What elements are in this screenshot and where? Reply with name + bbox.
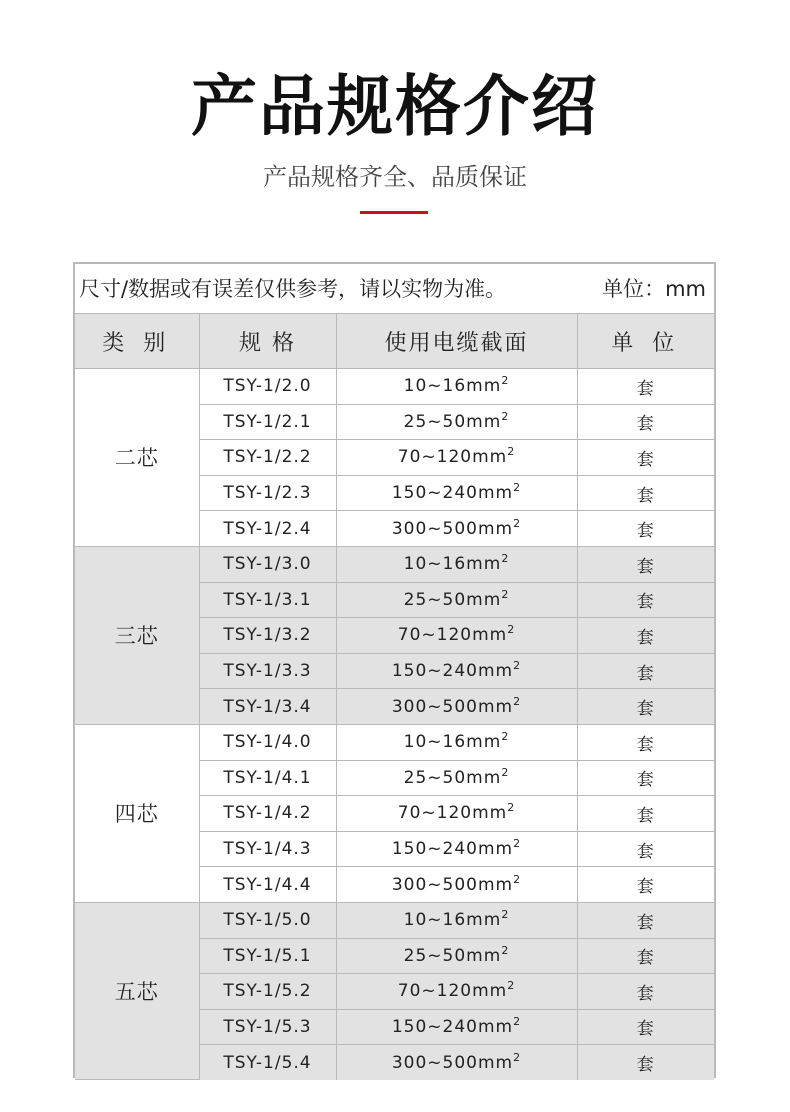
cable-section-cell	[336, 440, 577, 476]
squared-superscript: 2	[507, 801, 516, 815]
cable-section-cell	[336, 653, 577, 689]
cable-section-value: 70~120mm	[397, 981, 508, 1002]
spec-cell: TSY-1/3.1	[199, 582, 336, 618]
cable-section-value: 70~120mm	[397, 803, 508, 824]
cable-section-cell	[336, 796, 577, 832]
category-cell: 五芯	[75, 902, 199, 1079]
squared-superscript: 2	[513, 516, 522, 530]
cable-section-value: 25~50mm	[403, 945, 502, 966]
unit-cell: 套	[577, 760, 714, 796]
cable-section-value: 25~50mm	[403, 589, 502, 610]
note-unit: 单位：mm	[602, 277, 706, 301]
table-row	[75, 546, 714, 582]
cable-section-value: 150~240mm	[391, 839, 514, 860]
spec-cell: TSY-1/5.3	[199, 1009, 336, 1045]
squared-superscript: 2	[507, 445, 516, 459]
unit-cell: 套	[577, 618, 714, 654]
unit-cell: 套	[577, 689, 714, 725]
squared-superscript: 2	[501, 730, 510, 744]
squared-superscript: 2	[513, 659, 522, 673]
spec-cell: TSY-1/2.4	[199, 511, 336, 547]
cable-section-value: 300~500mm	[391, 696, 514, 717]
header-unit: 单 位	[577, 314, 714, 369]
cable-section-cell	[336, 938, 577, 974]
spec-cell: TSY-1/4.4	[199, 867, 336, 903]
cable-section-cell	[336, 618, 577, 654]
cable-section-value: 150~240mm	[391, 483, 514, 504]
squared-superscript: 2	[513, 694, 522, 708]
title-accent-line	[360, 211, 428, 214]
cable-section-value: 150~240mm	[391, 1016, 514, 1037]
spec-cell: TSY-1/4.2	[199, 796, 336, 832]
cable-section-cell	[336, 511, 577, 547]
spec-cell: TSY-1/4.0	[199, 724, 336, 760]
spec-cell: TSY-1/2.3	[199, 475, 336, 511]
category-cell: 二芯	[75, 369, 199, 547]
cable-section-cell	[336, 902, 577, 938]
spec-cell: TSY-1/5.0	[199, 902, 336, 938]
cable-section-cell	[336, 867, 577, 903]
cable-section-cell	[336, 1045, 577, 1080]
squared-superscript: 2	[513, 872, 522, 886]
table-row	[75, 369, 714, 405]
spec-cell: TSY-1/5.1	[199, 938, 336, 974]
spec-cell: TSY-1/2.2	[199, 440, 336, 476]
cable-section-value: 10~16mm	[403, 376, 502, 397]
cable-section-value: 25~50mm	[403, 767, 502, 788]
squared-superscript: 2	[501, 765, 510, 779]
cable-section-cell	[336, 475, 577, 511]
unit-cell: 套	[577, 1045, 714, 1080]
squared-superscript: 2	[507, 623, 516, 637]
squared-superscript: 2	[507, 979, 516, 993]
spec-cell: TSY-1/4.1	[199, 760, 336, 796]
spec-table	[75, 314, 714, 1080]
squared-superscript: 2	[513, 481, 522, 495]
header-cable-section: 使用电缆截面	[336, 314, 577, 369]
unit-cell: 套	[577, 546, 714, 582]
note-disclaimer: 尺寸/数据或有误差仅供参考，请以实物为准。	[79, 277, 507, 301]
cable-section-value: 10~16mm	[403, 554, 502, 575]
spec-cell: TSY-1/2.1	[199, 404, 336, 440]
table-header-row	[75, 314, 714, 369]
unit-cell: 套	[577, 724, 714, 760]
spec-cell: TSY-1/3.0	[199, 546, 336, 582]
squared-superscript: 2	[513, 837, 522, 851]
spec-table-container	[73, 262, 716, 1078]
cable-section-cell	[336, 724, 577, 760]
squared-superscript: 2	[501, 908, 510, 922]
spec-cell: TSY-1/3.2	[199, 618, 336, 654]
unit-cell: 套	[577, 1009, 714, 1045]
cable-section-cell	[336, 546, 577, 582]
unit-cell: 套	[577, 974, 714, 1010]
cable-section-cell	[336, 369, 577, 405]
table-note	[75, 264, 714, 314]
unit-cell: 套	[577, 796, 714, 832]
table-row	[75, 902, 714, 938]
unit-cell: 套	[577, 475, 714, 511]
category-cell: 三芯	[75, 546, 199, 724]
unit-cell: 套	[577, 511, 714, 547]
cable-section-value: 70~120mm	[397, 625, 508, 646]
cable-section-cell	[336, 1009, 577, 1045]
cable-section-value: 300~500mm	[391, 1052, 514, 1073]
cable-section-value: 300~500mm	[391, 874, 514, 895]
unit-cell: 套	[577, 404, 714, 440]
squared-superscript: 2	[501, 409, 510, 423]
category-cell: 四芯	[75, 724, 199, 902]
cable-section-cell	[336, 404, 577, 440]
spec-cell: TSY-1/5.2	[199, 974, 336, 1010]
cable-section-value: 150~240mm	[391, 661, 514, 682]
header-category: 类 别	[75, 314, 199, 369]
cable-section-value: 70~120mm	[397, 447, 508, 468]
squared-superscript: 2	[501, 552, 510, 566]
unit-cell: 套	[577, 582, 714, 618]
unit-cell: 套	[577, 902, 714, 938]
squared-superscript: 2	[501, 587, 510, 601]
spec-cell: TSY-1/3.4	[199, 689, 336, 725]
unit-cell: 套	[577, 867, 714, 903]
unit-cell: 套	[577, 938, 714, 974]
cable-section-cell	[336, 974, 577, 1010]
cable-section-value: 300~500mm	[391, 518, 514, 539]
unit-cell: 套	[577, 369, 714, 405]
squared-superscript: 2	[513, 1014, 522, 1028]
spec-cell: TSY-1/5.4	[199, 1045, 336, 1080]
cable-section-cell	[336, 689, 577, 725]
cable-section-value: 25~50mm	[403, 411, 502, 432]
table-row	[75, 724, 714, 760]
cable-section-cell	[336, 760, 577, 796]
spec-cell: TSY-1/3.3	[199, 653, 336, 689]
squared-superscript: 2	[501, 943, 510, 957]
spec-cell: TSY-1/2.0	[199, 369, 336, 405]
spec-cell: TSY-1/4.3	[199, 831, 336, 867]
unit-cell: 套	[577, 653, 714, 689]
cable-section-cell	[336, 831, 577, 867]
cable-section-value: 10~16mm	[403, 732, 502, 753]
page-subtitle: 产品规格齐全、品质保证	[263, 163, 527, 191]
page-title: 产品规格介绍	[191, 68, 599, 145]
unit-cell: 套	[577, 440, 714, 476]
header-spec: 规 格	[199, 314, 336, 369]
squared-superscript: 2	[501, 374, 510, 388]
cable-section-value: 10~16mm	[403, 910, 502, 931]
squared-superscript: 2	[513, 1050, 522, 1064]
cable-section-cell	[336, 582, 577, 618]
unit-cell: 套	[577, 831, 714, 867]
